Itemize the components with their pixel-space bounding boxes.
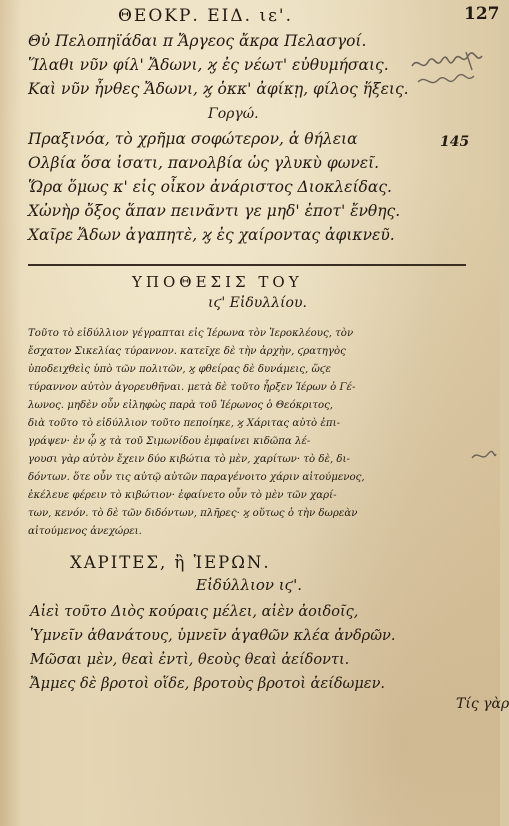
margin-line-number: 145 xyxy=(440,134,470,150)
argument-line: τύραννον αὐτὸν ἀγορευθῆναι. μετὰ δὲ τοῦτο ἦρξεν Ἱέρων ὁ Γέ- xyxy=(28,382,356,393)
handwritten-annotation xyxy=(408,42,498,112)
argument-line: ἐκέλευε φέρειν τὸ κιβώτιον· ἐφαίνετο οὖν τὸ μὲν τῶν χαρί- xyxy=(28,490,337,501)
poem-heading: ΧΑΡΙΤΕΣ, ἢ ἹΕΡΩΝ. xyxy=(70,553,271,572)
argument-line: των, κενόν. τὸ δὲ τῶν διδόντων, πλῆρες· ϗ οὕτως ὁ τὴν δωρεὰν xyxy=(28,508,358,519)
speaker-name: Γοργώ. xyxy=(208,106,259,122)
verse-line: Ἵλαθι νῦν φίλ' Ἄδωνι, ϗ ἐς νέωτ' εὐθυμήσαις. xyxy=(28,56,389,74)
argument-line: διὰ τοῦτο τὸ εἰδύλλιον τοῦτο πεποίηκε, ϗ Χάριτας αὐτὸ ἐπι- xyxy=(28,418,341,429)
verse-line: Θὐ Πελοπηϊάδαι π Ἄργεος ἄκρα Πελασγοί. xyxy=(28,32,367,50)
verse-line: Χαῖρε Ἄδων ἀγαπητὲ, ϗ ἐς χαίροντας ἀφικνεῦ. xyxy=(28,226,395,244)
section-divider xyxy=(28,264,466,266)
page-header xyxy=(0,6,500,34)
verse-line: Ολβία ὅσα ἰσατι, πανολβία ὡς γλυκὺ φωνεῖ. xyxy=(28,154,380,172)
running-title: ΘΕΟΚΡ. ΕΙΔ. ιε'. xyxy=(118,6,293,26)
catchword: Τίς γὰρ xyxy=(456,696,509,712)
argument-line: ὑποδειχθεὶς ὑπὸ τῶν πολιτῶν, ϗ φθείρας δὲ δυνάμεις, ὥϛε xyxy=(28,364,331,375)
argument-heading: ΥΠΟΘΕΣΙΣ ΤΟΥ xyxy=(132,273,303,291)
argument-line: γράψεν· ἐν ᾧ ϗ τὰ τοῦ Σιμωνίδου ἐμφαίνει κιδῶπα λέ- xyxy=(28,436,311,447)
argument-line: γουσι γὰρ αὐτὸν ἔχειν δύο κιβώτια τὸ μὲν, χαρίτων· τὸ δὲ, δι- xyxy=(28,454,350,465)
poem-line: Μῶσαι μὲν, θεαὶ ἐντὶ, θεοὺς θεαὶ ἀείδοντι. xyxy=(30,652,350,668)
handwritten-mark xyxy=(470,446,498,466)
poem-line: Αἰεὶ τοῦτο Διὸς κούραις μέλει, αἰὲν ἀοιδοῖς, xyxy=(30,604,359,620)
poem-subheading: Εἰδύλλιον ιϛ'. xyxy=(196,576,302,594)
page-number: 127 xyxy=(464,4,500,24)
argument-line: λωνος. μηδὲν οὖν εἰληφὼς παρὰ τοῦ Ἱέρωνος ὁ Θεόκριτος, xyxy=(28,400,334,411)
verse-line: Πραξινόα, τὸ χρῆμα σοφώτερον, ἁ θήλεια xyxy=(28,130,358,148)
verse-line: Ὥρα ὅμως κ' εἰς οἶκον ἀνάριστος Διοκλείδας. xyxy=(28,178,392,196)
poem-line: Ὑμνεῖν ἀθανάτους, ὑμνεῖν ἀγαθῶν κλέα ἀνδρῶν. xyxy=(30,628,396,644)
argument-line: Τοῦτο τὸ εἰδύλλιον γέγραπται εἰς Ἱέρωνα τὸν Ἱεροκλέους, τὸν xyxy=(28,328,354,339)
argument-subheading: ιϛ' Εἰδυλλίου. xyxy=(208,295,307,311)
poem-line: Ἄμμες δὲ βροτοὶ οἵδε, βροτοὺς βροτοὶ ἀείδωμεν. xyxy=(30,676,386,692)
argument-line: αἰτούμενος ἀνεχώρει. xyxy=(28,526,142,537)
argument-line: δόντων. ὅτε οὖν τις αὐτῷ αὐτῶν παραγένοιτο χάριν αἰτούμενος, xyxy=(28,472,365,483)
argument-line: ἔσχατον Σικελίας τύραννον. κατεῖχε δὲ τὴν ἀρχὴν, ϛρατηγὸς xyxy=(28,346,346,357)
verse-line: Χὠνὴρ ὄξος ἅπαν πεινᾶντι γε μηδ' ἐποτ' ἔνθης. xyxy=(28,202,401,220)
verse-line: Καὶ νῦν ἦνθες Ἄδωνι, ϗ ὁκκ' ἀφίκῃ, φίλος ἥξεις. xyxy=(28,80,409,98)
